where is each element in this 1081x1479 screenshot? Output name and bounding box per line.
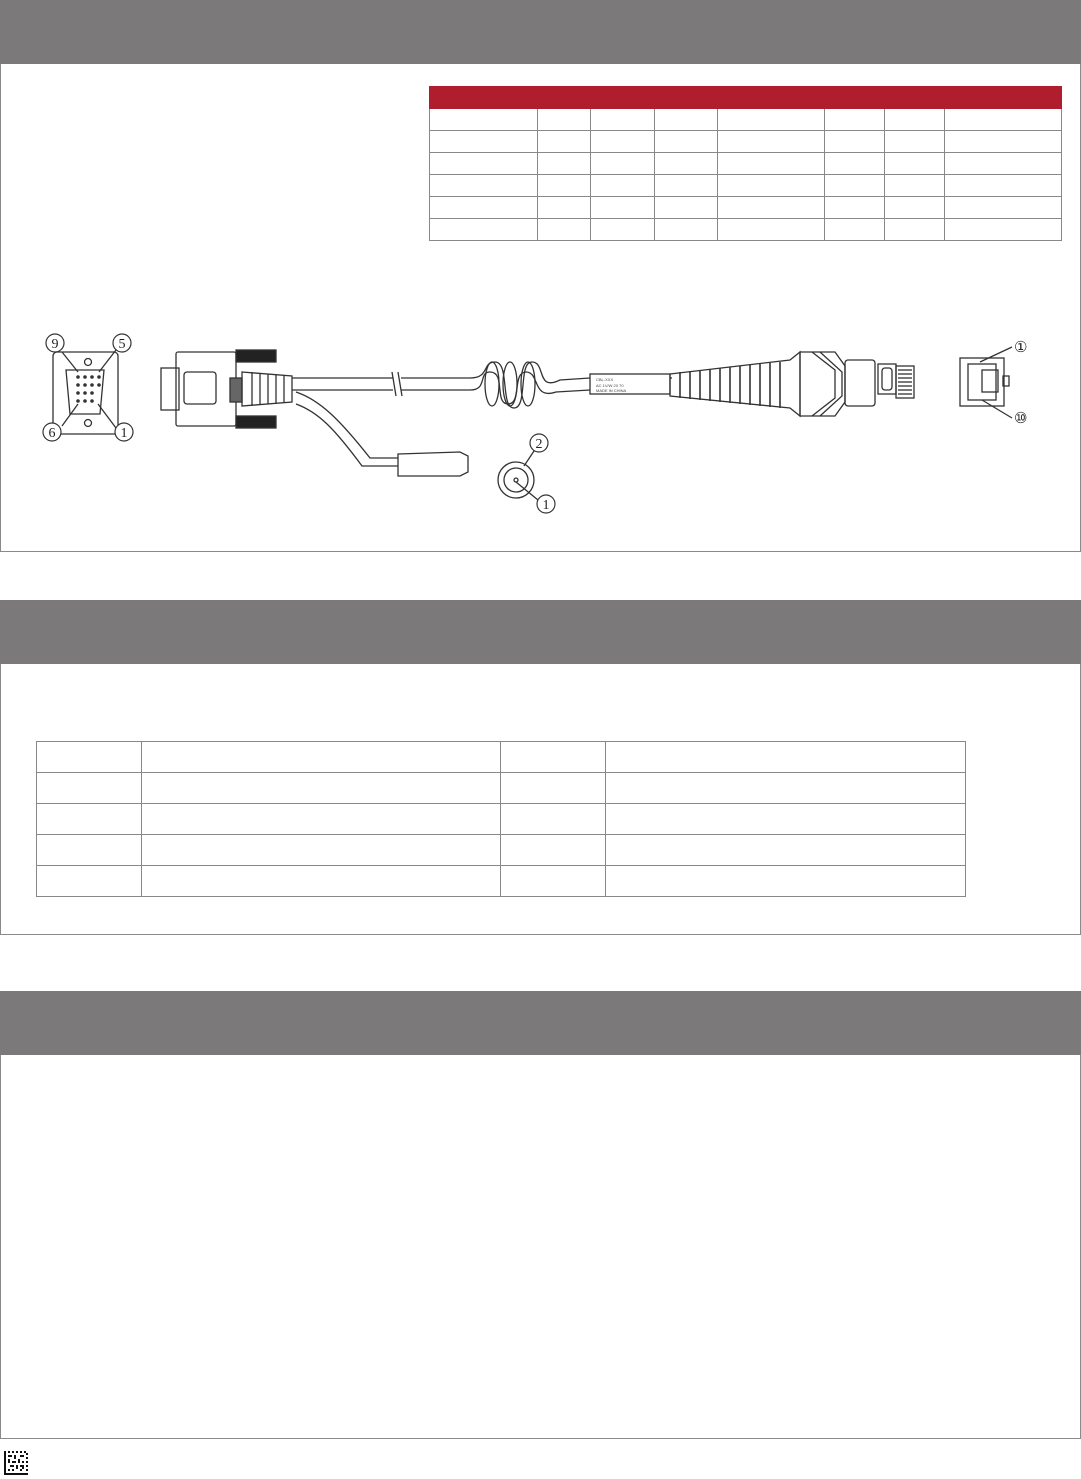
section-3-header (0, 991, 1081, 1055)
table-cell (141, 866, 501, 897)
jack-pin2-label: 2 (535, 437, 543, 452)
cable-diagram (0, 0, 1081, 551)
table-cell (141, 804, 501, 835)
table-row (37, 742, 966, 773)
table-row (37, 804, 966, 835)
table-row (37, 773, 966, 804)
table-cell (501, 835, 606, 866)
audio-jack-front (498, 448, 538, 500)
db9-pin6-label: 6 (48, 426, 56, 441)
data-matrix-code (4, 1451, 28, 1475)
table-cell (37, 804, 142, 835)
table-cell (606, 866, 966, 897)
table-cell (501, 866, 606, 897)
coiled-cord (470, 362, 590, 408)
table-cell (606, 835, 966, 866)
db9-pin5-label: 5 (118, 337, 126, 352)
table-cell (37, 866, 142, 897)
table-cell (606, 742, 966, 773)
table-row (37, 835, 966, 866)
table-cell (37, 773, 142, 804)
db9-pin9-label: 9 (51, 337, 59, 352)
section-2-header (0, 600, 1081, 664)
rj-pin1-label: ① (1014, 338, 1028, 356)
table-cell (37, 742, 142, 773)
jack-pin1-label: 1 (542, 498, 550, 513)
table-cell (606, 773, 966, 804)
cable-label-line: CBL-XXX (596, 377, 614, 382)
table-cell (501, 773, 606, 804)
rj-connector-front (960, 347, 1012, 418)
section-3-body (0, 1055, 1081, 1439)
pin-table (36, 741, 966, 897)
rj-plug-side (670, 352, 914, 416)
table-cell (37, 835, 142, 866)
cable-label-line: MADE IN CHINA (596, 388, 627, 393)
table-cell (501, 742, 606, 773)
table-cell (501, 804, 606, 835)
db9-connector-front (53, 350, 118, 434)
table-cell (141, 742, 501, 773)
table-cell (141, 835, 501, 866)
audio-jack-branch (296, 392, 468, 476)
db9-connector-side (161, 350, 292, 428)
table-cell (606, 804, 966, 835)
table-cell (141, 773, 501, 804)
cable-label-line: AC 1V/W 20 70 (596, 383, 624, 388)
db9-pin1-label: 1 (120, 426, 128, 441)
rj-pin10-label: ⑩ (1014, 409, 1028, 427)
table-row (37, 866, 966, 897)
